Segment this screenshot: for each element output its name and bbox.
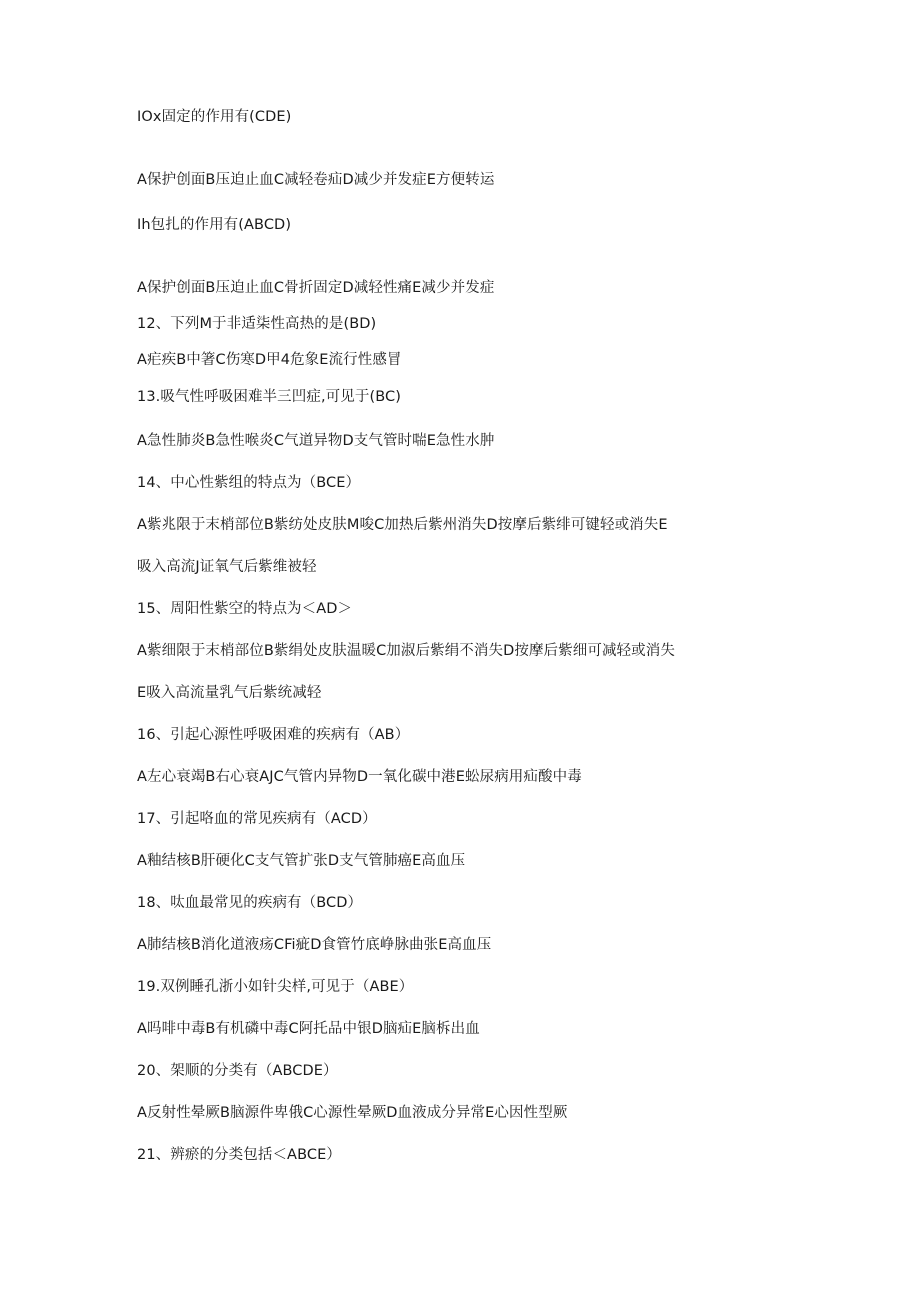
options-14-text: A紫兆限于末梢部位B紫纺处皮肤M唆C加热后紫州消失D按摩后紫绯可键轻或消失E <box>137 517 668 533</box>
question-19-text: 19.双例睡孔浙小如针尖样,可见于（ABE） <box>137 979 414 995</box>
options-20-text: A反射性晕厥B脑源件卑俄C心源性晕厥D血液成分异常E心因性型厥 <box>137 1105 568 1121</box>
question-20-text: 20、架顺的分类有（ABCDE） <box>137 1063 338 1079</box>
options-15-text: A紫细限于末梢部位B紫绢处皮肤温暖C加淑后紫绢不消失D按摩后紫细可减轻或消失 <box>137 643 675 659</box>
options-18-text: A肺结核B消化道液疡CFi疵D食管竹底峥脉曲张E高血压 <box>137 937 492 953</box>
options-17-text: A釉结核B肝硬化C支气管扩张D支气管肺癌E高血压 <box>137 853 466 869</box>
question-13-text: 13.吸气性呼吸困难半三凹症,可见于(BC) <box>137 389 401 405</box>
question-16-text: 16、引起心源性呼吸困难的疾病有（AB） <box>137 727 410 743</box>
question-12-text: 12、下列M于非适柒性高热的是(BD) <box>137 316 377 332</box>
options-12-text: A疟疾B中箸C伤寒D甲4危象E流行性感冒 <box>137 352 402 368</box>
question-10-text: IOx固定的作用有(CDE) <box>137 109 292 125</box>
options-11-text: A保护创面B压迫止血C骨折固定D减轻性痛E减少并发症 <box>137 280 495 296</box>
options-13-text: A急性肺炎B急性喉炎C气道异物D支气管时喘E急性水肿 <box>137 433 495 449</box>
question-11-text: Ih包扎的作用有(ABCD) <box>137 217 292 233</box>
options-15-continued-text: E吸入高流量乳气后紫统减轻 <box>137 685 322 701</box>
question-14-text: 14、中心性紫组的特点为（BCE） <box>137 475 361 491</box>
options-19-text: A吗啡中毒B有机磷中毒C阿托品中银D脑疝E脑柝出血 <box>137 1021 480 1037</box>
question-21-text: 21、辨瘀的分类包括＜ABCE） <box>137 1147 341 1163</box>
question-15-text: 15、周阳性紫空的特点为＜AD＞ <box>137 601 353 617</box>
options-16-text: A左心衰竭B右心衰AJC气管内异物D一氧化碳中港E蚣尿病用疝酸中毒 <box>137 769 582 785</box>
options-14-continued-text: 吸入高流J证氧气后紫维被轻 <box>137 559 317 575</box>
options-10-text: A保护创面B压迫止血C减轻卷疝D减少并发症E方便转运 <box>137 172 495 188</box>
question-17-text: 17、引起咯血的常见疾病有（ACD） <box>137 811 377 827</box>
question-18-text: 18、呔血最常见的疾病有（BCD） <box>137 895 363 911</box>
